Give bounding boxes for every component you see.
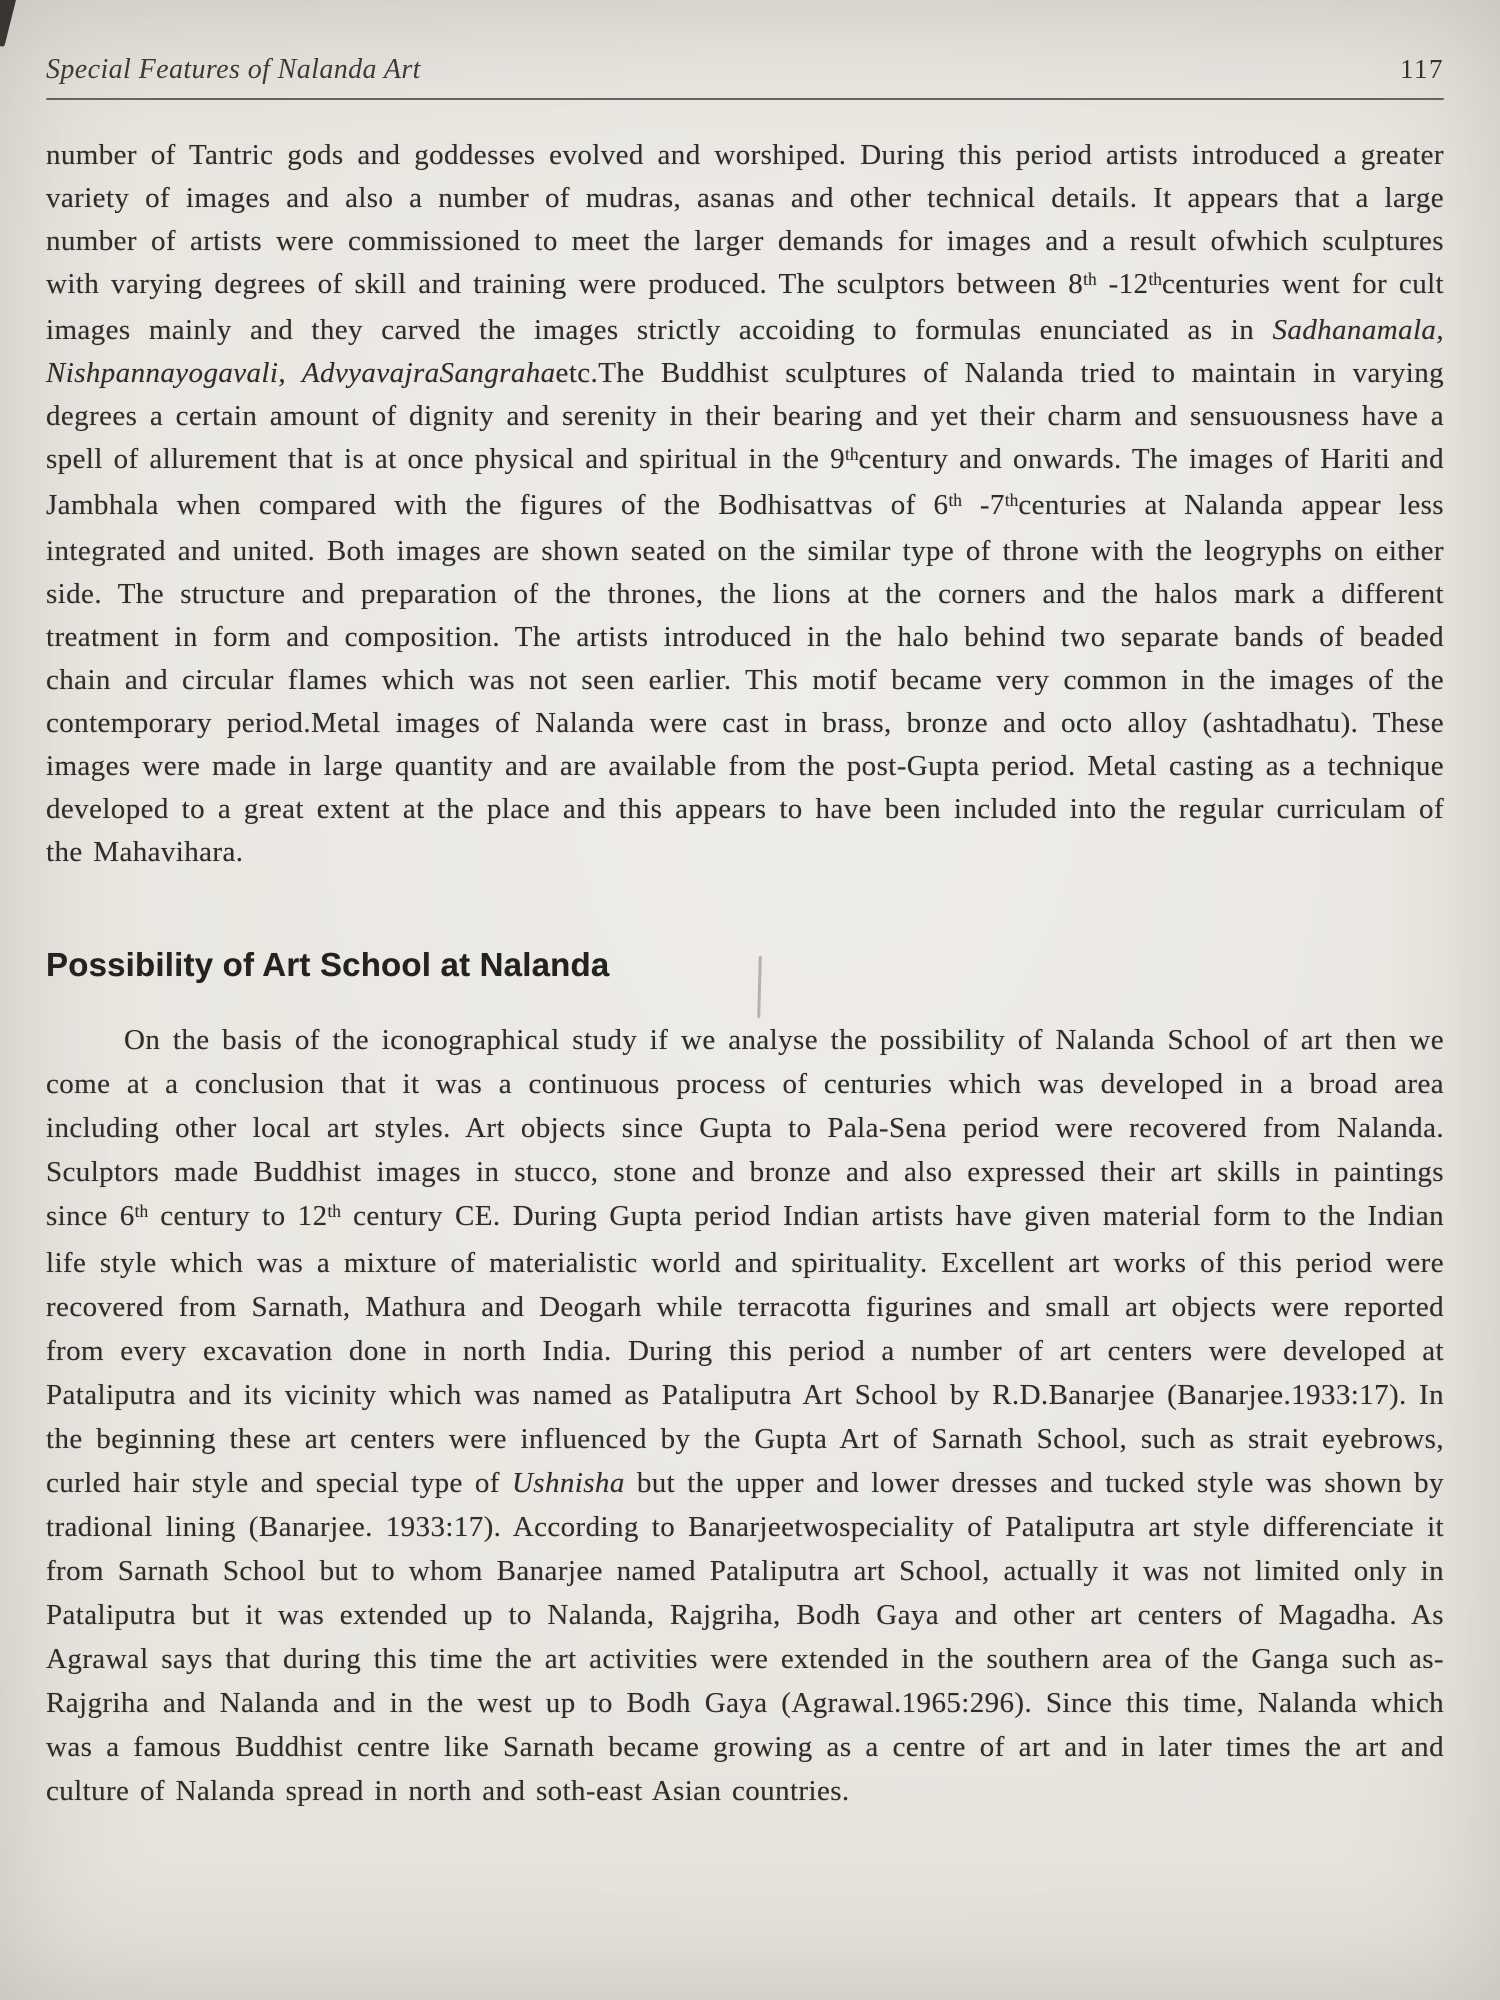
header-rule xyxy=(46,98,1444,100)
paragraph-art-school-nalanda: On the basis of the iconographical study if we analyse the possibility of Nalanda School of art then we come at a conclusion that it was a continuous process of centuries which was developed in a broad area including other local art styles. Art objects since Gupta to Pala-Sena period were recovered from Nalanda. Sculptors made Buddhist images in stucco, stone and bronze and also expressed their art skills in paintings since 6th century to 12th century CE. During Gupta period Indian artists have given material form to the Indian life style which was a mixture of materialistic world and spirituality. Excellent art works of this period were recovered from Sarnath, Mathura and Deogarh while terracotta figurines and small art objects were reported from every excavation done in north India. During this period a number of art centers were developed at Pataliputra and its vicinity which was named as Pataliputra Art School by R.D.Banarjee (Banarjee.1933:17). In the beginning these art centers were influenced by the Gupta Art of Sarnath School, such as strait eyebrows, curled hair style and special type of Ushnisha but the upper and lower dresses and tucked style was shown by tradional lining (Banarjee. 1933:17). According to Banarjeetwospeciality of Pataliputra art style differenciate it from Sarnath School but to whom Banarjee named Pataliputra art School, actually it was not limited only in Pataliputra but it was extended up to Nalanda, Rajgriha, Bodh Gaya and other art centers of Magadha. As Agrawal says that during this time the art activities were extended in the southern area of the Ganga such as-Rajgriha and Nalanda and in the west up to Bodh Gaya (Agrawal.1965:296). Since this time, Nalanda which was a famous Buddhist centre like Sarnath became growing as a centre of art and in later times the art and culture of Nalanda spread in north and soth-east Asian countries. xyxy=(46,1024,1444,1807)
running-title: Special Features of Nalanda Art xyxy=(46,54,421,85)
page-header xyxy=(46,54,1444,86)
paragraph-tantric-sculpture: number of Tantric gods and goddesses evolved and worshiped. During this period artists introduced a greater variety of images and also a number of mudras, asanas and other technical details. It appears that a large number of artists were commissioned to meet the larger demands for images and a result ofwhich sculptures with varying degrees of skill and training were produced. The sculptors between 8th -12thcenturies went for cult images mainly and they carved the images strictly accoiding to formulas enunciated as in Sadhanamala, Nishpannayogavali, AdvyavajraSangrahaetc.The Buddhist sculptures of Nalanda tried to maintain in varying degrees a certain amount of dignity and serenity in their bearing and yet their charm and sensuousness have a spell of allurement that is at once physical and spiritual in the 9thcentury and onwards. The images of Hariti and Jambhala when compared with the figures of the Bodhisattvas of 6th -7thcenturies at Nalanda appear less integrated and united. Both images are shown seated on the similar type of throne with the leogryphs on either side. The structure and preparation of the thrones, the lions at the corners and the halos mark a different treatment in form and composition. The artists introduced in the halo behind two separate bands of beaded chain and circular flames which was not seen earlier. This motif became very common in the images of the contemporary period.Metal images of Nalanda were cast in brass, bronze and octo alloy (ashtadhatu). These images were made in large quantity and are available from the post-Gupta period. Metal casting as a technique developed to a great extent at the place and this appears to have been included into the regular curriculam of the Mahavihara. xyxy=(46,139,1445,868)
section-heading: Possibility of Art School at Nalanda xyxy=(46,946,610,983)
page-number: 117 xyxy=(1400,54,1444,84)
